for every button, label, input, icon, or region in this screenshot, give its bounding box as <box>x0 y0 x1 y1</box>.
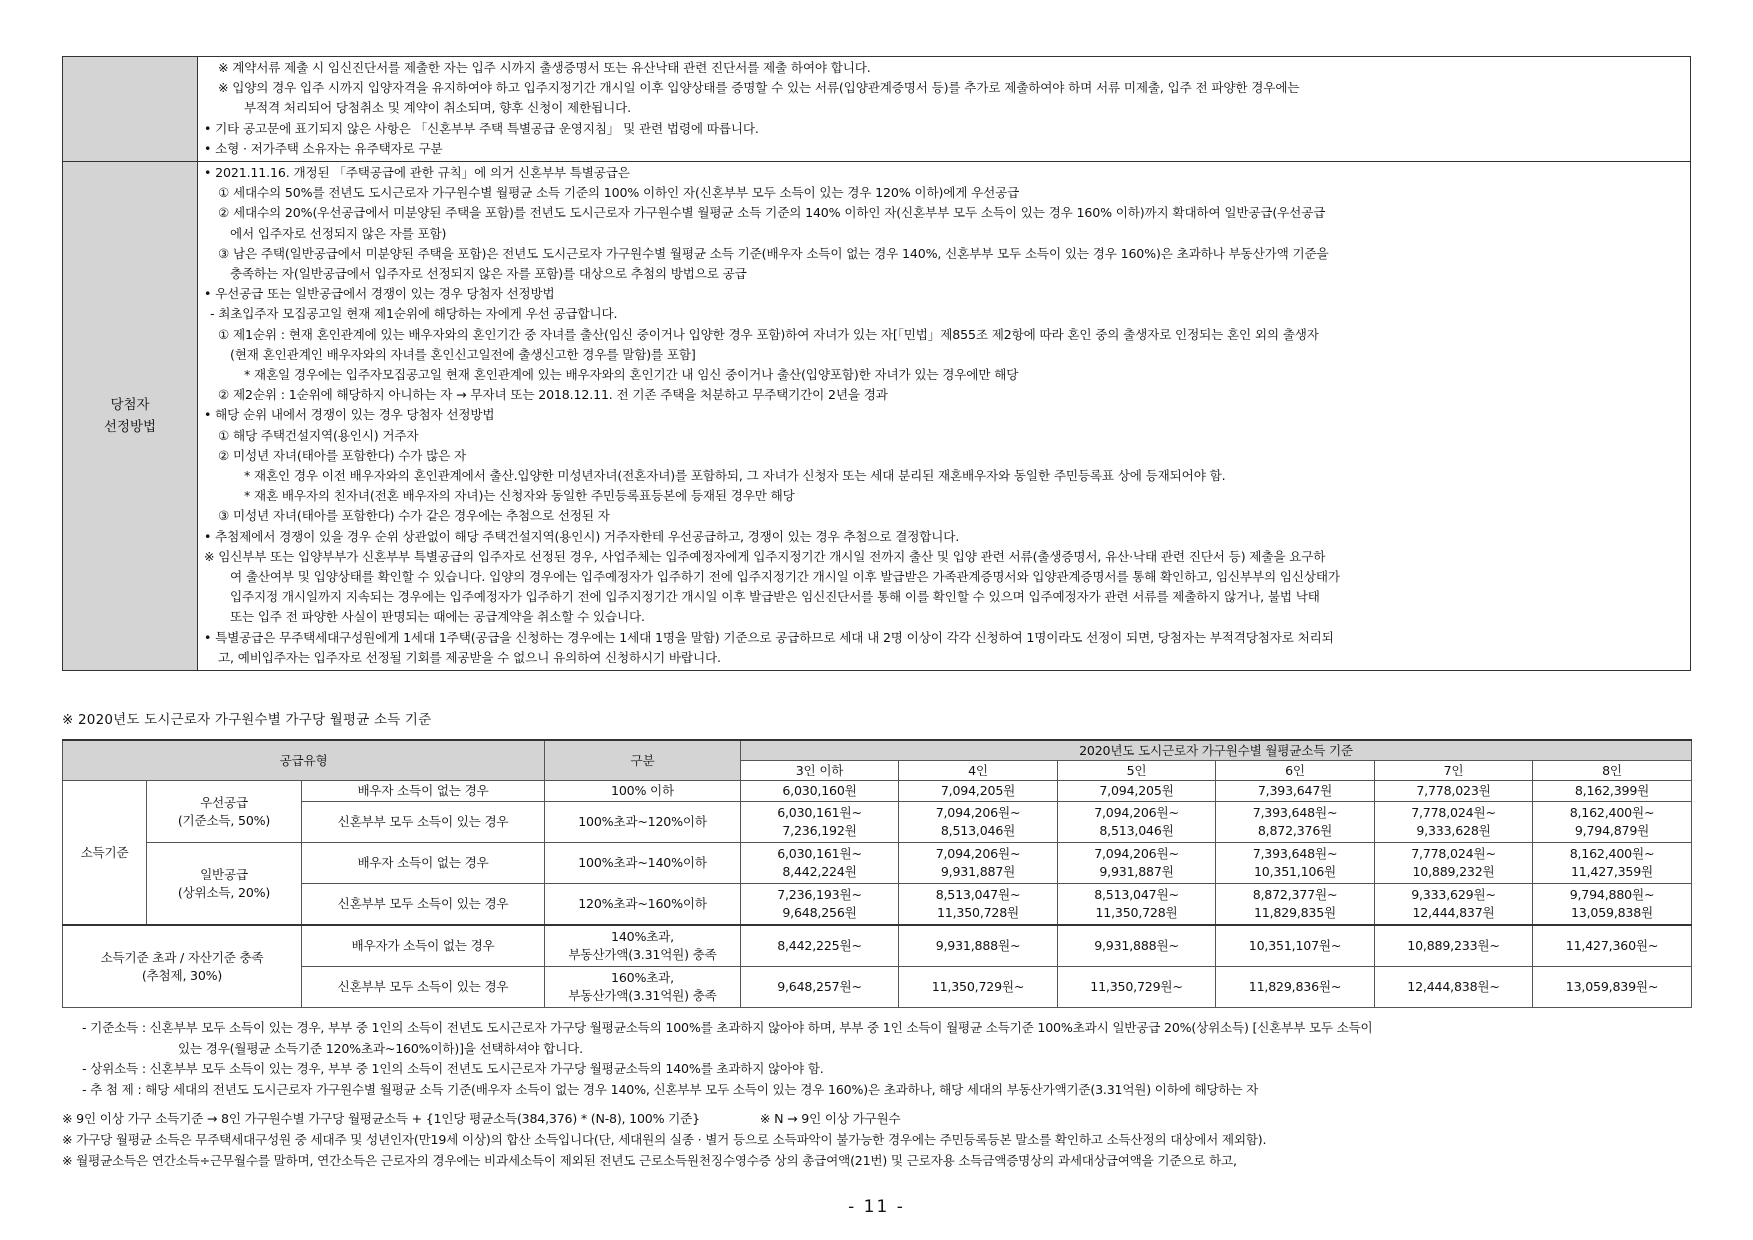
group-label: (기준소득, 50%) <box>177 812 271 828</box>
cell-division: 100% 이하 <box>545 781 741 802</box>
note-line: - 추 첨 제 : 해당 세대의 전년도 도시근로자 가구원수별 월평균 소득 기준(배우자 소득이 없는 경우 140%, 신혼부부 모두 소득이 있는 경우 160%)은 초과하나, 해당 세대의 부동산가액기준(3.31억원) 이하에 해당하는 자 <box>82 1081 1259 1097</box>
group-label: 소득기준 초과 / 자산기준 충족 <box>100 949 264 965</box>
footnote-line: ※ 월평균소득은 연간소득÷근무월수를 말하며, 연간소득은 근로자의 경우에는 비과세소득이 제외된 전년도 근로소득원천징수영수증 상의 총급여액(21번) 및 근로자용 소득금액증명상의 과세대상급여액을 기준으로 하고, <box>62 1153 1237 1168</box>
rules-row-documents <box>63 57 1691 162</box>
text-line: • 추첨제에서 경쟁이 있을 경우 순위 상관없이 해당 주택건설지역(용인시) 거주자한테 우선공급하고, 경쟁이 있는 경우 추첨으로 결정합니다. <box>204 528 960 544</box>
group-label: (상위소득, 20%) <box>177 884 271 900</box>
group-label: (추첨제, 30%) <box>141 967 223 983</box>
cell-division: 120%초과~160%이하 <box>545 884 741 926</box>
cell-value: 7,094,206원~ 9,931,887원 <box>899 843 1058 884</box>
table-row <box>63 925 1692 967</box>
text-line: • 기타 공고문에 표기되지 않은 사항은 「신혼부부 주택 특별공급 운영지침」 및 관련 법령에 따릅니다. <box>204 120 759 136</box>
income-notes <box>62 1018 1691 1100</box>
footnotes <box>62 1108 1691 1171</box>
cell-value: 6,030,161원~ 7,236,192원 <box>741 802 899 843</box>
cell-value: 7,393,648원~ 10,351,106원 <box>1216 843 1375 884</box>
text-line: ② 세대수의 20%(우선공급에서 미분양된 주택을 포함)를 전년도 도시근로자 가구원수별 월평균 소득 기준의 140% 이하인 자(신혼부부 모두 소득이 있는 경우 160% 이하)까지 확대하여 일반공급(우선공급 <box>218 205 1326 221</box>
cell-value: 9,333,629원~ 12,444,837원 <box>1375 884 1533 926</box>
text-line: ※ 입양의 경우 입주 시까지 입양자격을 유지하여야 하고 입주지정기간 개시일 이후 입양상태를 증명할 수 있는 서류(입양관계증명서 등)를 추가로 제출하여야 하며 서류 미제출, 입주 전 파양한 경우에는 <box>218 80 1300 96</box>
cell-value: 9,931,888원~ <box>899 925 1058 967</box>
rules-row-winner-selection <box>63 162 1691 671</box>
header-col-5: 5인 <box>1058 761 1216 781</box>
cell-value: 8,872,377원~ 11,829,835원 <box>1216 884 1375 926</box>
cell-value: 7,094,205원 <box>899 781 1058 802</box>
footnote-text: ※ 9인 이상 가구 소득기준 → 8인 가구원수별 가구당 월평균소득 + {1인당 평균소득(384,376) * (N-8), 100% 기준} <box>62 1111 700 1126</box>
cell-value: 9,648,257원~ <box>741 967 899 1008</box>
text-line: 또는 입주 전 파양한 사실이 판명되는 때에는 공급계약을 취소할 수 있습니다. <box>230 609 645 625</box>
cell-value: 7,094,206원~ 8,513,046원 <box>899 802 1058 843</box>
text-line: * 재혼인 경우 이전 배우자와의 혼인관계에서 출산.입양한 미성년자녀(전혼자녀)를 포함하되, 그 자녀가 신청자 또는 세대 분리된 재혼배우자와 동일한 주민등록표 상에 등재되어야 함. <box>244 468 1226 484</box>
text-line: ② 미성년 자녀(태아를 포함한다) 수가 많은 자 <box>218 447 467 463</box>
row-header-empty <box>63 57 198 162</box>
text-line: ※ 계약서류 제출 시 임신진단서를 제출한 자는 입주 시까지 출생증명서 또는 유산낙태 관련 진단서를 제출 하여야 합니다. <box>218 60 871 75</box>
cell-value: 7,778,023원 <box>1375 781 1533 802</box>
header-col-7: 7인 <box>1375 761 1533 781</box>
table-row <box>63 802 1692 843</box>
header-col-3: 3인 이하 <box>741 761 899 781</box>
cell-type: 배우자가 소득이 없는 경우 <box>302 925 545 967</box>
header-col-6: 6인 <box>1216 761 1375 781</box>
row-header-line: 선정방법 <box>103 419 157 436</box>
footnote-line: ※ 가구당 월평균 소득은 무주택세대구성원 중 세대주 및 성년인자(만19세 이상)의 합산 소득입니다(단, 세대원의 실종 · 별거 등으로 소득파악이 불가능한 경우에는 주민등록등본 말소를 확인하고 소득산정의 대상에서 제외함). <box>62 1132 1267 1147</box>
text-line: ① 제1순위 : 현재 혼인관계에 있는 배우자와의 혼인기간 중 자녀를 출산(임신 중이거나 입양한 경우 포함)하여 자녀가 있는 자[「민법」제855조 제2항에 따라 혼인 중의 출생자로 인정되는 혼인 외의 출생자 <box>218 326 1319 342</box>
row-content <box>198 57 1691 162</box>
row-header-winner-selection <box>63 162 198 671</box>
footnote-text: ※ N → 9인 이상 가구원수 <box>759 1111 901 1126</box>
text-line: • 특별공급은 무주택세대구성원에게 1세대 1주택(공급을 신청하는 경우에는 1세대 1명을 말함) 기준으로 공급하므로 세대 내 2명 이상이 각각 신청하여 1명이라도 선정이 되면, 당첨자는 부적격당첨자로 처리되 <box>204 629 1334 645</box>
cell-value: 6,030,161원~ 8,442,224원 <box>741 843 899 884</box>
text-line: 충족하는 자(일반공급에서 입주자로 선정되지 않은 자를 포함)를 대상으로 추첨의 방법으로 공급 <box>230 266 747 282</box>
text-line: ③ 미성년 자녀(태아를 포함한다) 수가 같은 경우에는 추첨으로 선정된 자 <box>218 508 610 524</box>
text-line: • 해당 순위 내에서 경쟁이 있는 경우 당첨자 선정방법 <box>204 407 495 423</box>
header-income-group: 2020년도 도시근로자 가구원수별 월평균소득 기준 <box>741 740 1692 761</box>
footnote-line <box>62 1108 1691 1129</box>
cell-division: 160%초과, 부동산가액(3.31억원) 충족 <box>545 967 741 1008</box>
header-col-8: 8인 <box>1533 761 1692 781</box>
table-row <box>63 884 1692 926</box>
group-lottery <box>63 925 302 1008</box>
cell-type: 배우자 소득이 없는 경우 <box>302 843 545 884</box>
cell-division: 140%초과, 부동산가액(3.31억원) 충족 <box>545 925 741 967</box>
group-income-standard: 소득기준 <box>63 781 147 926</box>
cell-value: 8,162,400원~ 9,794,879원 <box>1533 802 1692 843</box>
cell-value: 11,350,729원~ <box>1058 967 1216 1008</box>
cell-value: 8,513,047원~ 11,350,728원 <box>1058 884 1216 926</box>
cell-value: 13,059,839원~ <box>1533 967 1692 1008</box>
cell-value: 12,444,838원~ <box>1375 967 1533 1008</box>
cell-value: 9,794,880원~ 13,059,838원 <box>1533 884 1692 926</box>
cell-value: 11,350,729원~ <box>899 967 1058 1008</box>
text-line: ① 세대수의 50%를 전년도 도시근로자 가구원수별 월평균 소득 기준의 100% 이하인 자(신혼부부 모두 소득이 있는 경우 120% 이하)에게 우선공급 <box>218 185 1020 201</box>
cell-value: 7,778,024원~ 10,889,232원 <box>1375 843 1533 884</box>
text-line: • 우선공급 또는 일반공급에서 경쟁이 있는 경우 당첨자 선정방법 <box>204 286 555 302</box>
header-division: 구분 <box>545 740 741 781</box>
cell-value: 11,427,360원~ <box>1533 925 1692 967</box>
note-line: - 상위소득 : 신혼부부 모두 소득이 있는 경우, 부부 중 1인의 소득이 전년도 도시근로자 가구당 월평균소득의 140%를 초과하지 않아야 함. <box>82 1061 824 1076</box>
cell-type: 신혼부부 모두 소득이 있는 경우 <box>302 884 545 926</box>
text-line: ※ 임신부부 또는 입양부부가 신혼부부 특별공급의 입주자로 선정된 경우, 사업주체는 입주예정자에게 입주지정기간 개시일 전까지 출산 및 입양 관련 서류(출생증명서, 유산·낙태 관련 진단서 등) 제출을 요구하 <box>204 548 1326 564</box>
cell-value: 10,889,233원~ <box>1375 925 1533 967</box>
cell-value: 8,513,047원~ 11,350,728원 <box>899 884 1058 926</box>
cell-value: 8,162,400원~ 11,427,359원 <box>1533 843 1692 884</box>
cell-value: 7,778,024원~ 9,333,628원 <box>1375 802 1533 843</box>
cell-value: 10,351,107원~ <box>1216 925 1375 967</box>
group-label: 일반공급 <box>200 866 248 882</box>
cell-value: 11,829,836원~ <box>1216 967 1375 1008</box>
header-supply-type: 공급유형 <box>63 740 545 781</box>
text-line: (현재 혼인관계인 배우자와의 자녀를 혼인신고일전에 출생신고한 경우를 말함)를 포함] <box>230 346 696 362</box>
text-line: * 재혼 배우자의 친자녀(전혼 배우자의 자녀)는 신청자와 동일한 주민등록표등본에 등재된 경우만 해당 <box>244 488 795 504</box>
header-col-4: 4인 <box>899 761 1058 781</box>
cell-value: 7,236,193원~ 9,648,256원 <box>741 884 899 926</box>
text-line: 입주지정 개시일까지 지속되는 경우에는 입주예정자가 입주하기 전에 입주지정기간 개시일 이후 발급받은 임신진단서를 통해 이를 확인할 수 있으며 입주예정자가 관련 서류를 제출하지 않거나, 불법 낙태 <box>230 589 1320 605</box>
table-row <box>63 781 1692 802</box>
cell-value: 7,393,647원 <box>1216 781 1375 802</box>
text-line: ② 제2순위 : 1순위에 해당하지 아니하는 자 → 무자녀 또는 2018.12.11. 전 기존 주택을 처분하고 무주택기간이 2년을 경과 <box>218 387 888 403</box>
cell-value: 7,393,648원~ 8,872,376원 <box>1216 802 1375 843</box>
text-line: 여 출산여부 및 입양상태를 확인할 수 있습니다. 입양의 경우에는 입주예정자가 입주하기 전에 입주지정기간 개시일 이후 발급받은 가족관계증명서와 입양관계증명서를 통해 확인하고, 임신부부의 임신상태가 <box>230 569 1340 585</box>
cell-value: 8,442,225원~ <box>741 925 899 967</box>
text-line: ① 해당 주택건설지역(용인시) 거주자 <box>218 427 419 443</box>
income-standard-table <box>62 739 1692 1008</box>
text-line: • 2021.11.16. 개정된 「주택공급에 관한 규칙」에 의거 신혼부부 특별공급은 <box>204 165 630 181</box>
table-row <box>63 843 1692 884</box>
row-content <box>198 162 1691 671</box>
cell-type: 배우자 소득이 없는 경우 <box>302 781 545 802</box>
cell-value: 7,094,206원~ 9,931,887원 <box>1058 843 1216 884</box>
cell-value: 9,931,888원~ <box>1058 925 1216 967</box>
text-line: ③ 남은 주택(일반공급에서 미분양된 주택을 포함)은 전년도 도시근로자 가구원수별 월평균 소득 기준(배우자 소득이 없는 경우 140%, 신혼부부 모두 소득이 있는 경우 160%)은 초과하나 부동산가액 기준을 <box>218 245 1329 261</box>
text-line: * 재혼일 경우에는 입주자모집공고일 현재 혼인관계에 있는 배우자와의 혼인기간 내 임신 중이거나 출산(입양포함)한 자녀가 있는 경우에만 해당 <box>244 367 1019 383</box>
cell-division: 100%초과~140%이하 <box>545 843 741 884</box>
income-standard-title: ※ 2020년도 도시근로자 가구원수별 가구당 월평균 소득 기준 <box>62 712 432 728</box>
cell-value: 7,094,206원~ 8,513,046원 <box>1058 802 1216 843</box>
text-line: 부적격 처리되어 당첨취소 및 계약이 취소되며, 향후 신청이 제한됩니다. <box>244 100 631 116</box>
header-row <box>63 740 1692 761</box>
text-line: 에서 입주자로 선정되지 않은 자를 포함) <box>230 225 447 241</box>
cell-type: 신혼부부 모두 소득이 있는 경우 <box>302 802 545 843</box>
group-priority-supply <box>147 781 302 843</box>
group-general-supply <box>147 843 302 926</box>
note-line: 있는 경우(월평균 소득기준 120%초과~160%이하)]을 선택하셔야 합니다. <box>178 1040 583 1056</box>
table-row <box>63 967 1692 1008</box>
group-label: 우선공급 <box>200 794 248 810</box>
text-line: • 소형 · 저가주택 소유자는 유주택자로 구분 <box>204 140 443 156</box>
cell-division: 100%초과~120%이하 <box>545 802 741 843</box>
cell-value: 8,162,399원 <box>1533 781 1692 802</box>
special-supply-rules-table <box>62 56 1691 671</box>
page-number: - 11 - <box>848 1197 905 1217</box>
cell-value: 7,094,205원 <box>1058 781 1216 802</box>
text-line: 고, 예비입주자는 입주자로 선정될 기회를 제공받을 수 없으니 유의하여 신청하시기 바랍니다. <box>218 649 721 665</box>
row-header-line: 당첨자 <box>110 397 150 414</box>
text-line: - 최초입주자 모집공고일 현재 제1순위에 해당하는 자에게 우선 공급합니다. <box>210 306 618 322</box>
cell-type: 신혼부부 모두 소득이 있는 경우 <box>302 967 545 1008</box>
note-line: - 기준소득 : 신혼부부 모두 소득이 있는 경우, 부부 중 1인의 소득이 전년도 도시근로자 가구당 월평균소득의 100%를 초과하지 않아야 하며, 부부 중 1인 소득이 월평균 소득기준 100%초과시 일반공급 20%(상위소득) [신혼부부 모두 소득이 <box>82 1020 1373 1035</box>
cell-value: 6,030,160원 <box>741 781 899 802</box>
